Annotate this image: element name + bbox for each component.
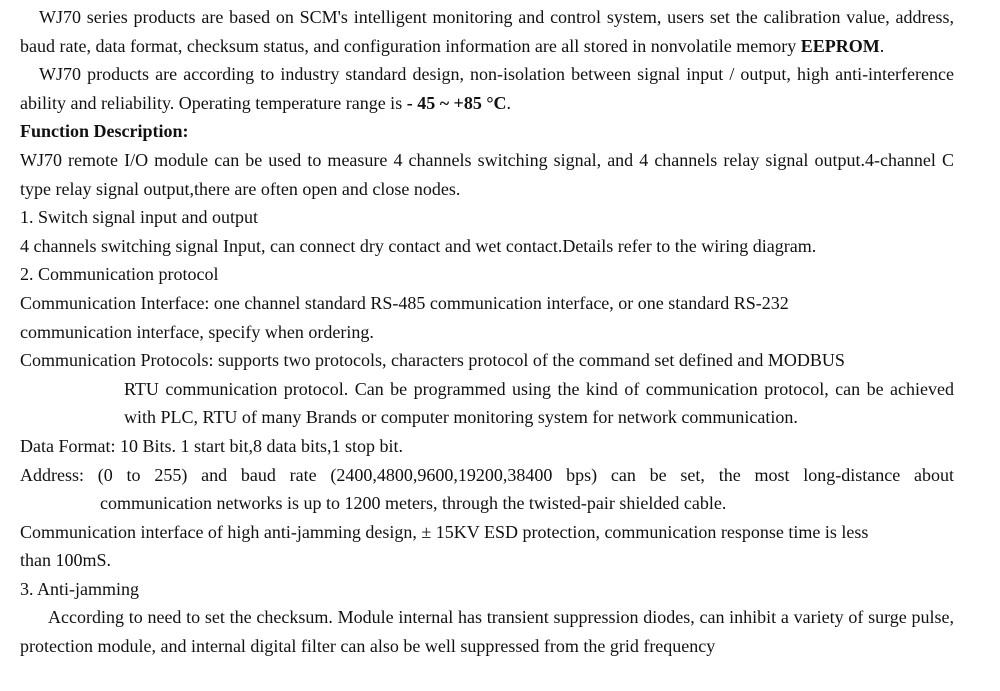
- comm-interface-line-1: Communication Interface: one channel standard RS-485 communication interface, or one standard RS-232: [20, 292, 789, 313]
- comm-interface-line-2: communication interface, specify when ordering.: [20, 321, 374, 342]
- section-1-text: 4 channels switching signal Input, can connect dry contact and wet contact.Details refer to the wiring diagram.: [20, 235, 817, 256]
- section-3-text: According to need to set the checksum. Module internal has transient suppression diodes, can inhibit a variety of surge pulse, protection module, and internal digital filter can also be well suppressed from the grid frequency: [20, 607, 954, 657]
- section-2-heading: 2. Communication protocol: [20, 264, 219, 285]
- comm-design-line-1: Communication interface of high anti-jamming design, ± 15KV ESD protection, communication response time is less: [20, 521, 869, 542]
- temperature-range: - 45 ~ +85 °C: [406, 92, 507, 113]
- function-heading: Function Description:: [20, 121, 189, 142]
- design-text: WJ70 products are according to industry standard design, non-isolation between signal input / output, high anti-interference ability and reliability. Operating temperature range is: [20, 64, 954, 113]
- section-1-heading: 1. Switch signal input and output: [20, 207, 258, 228]
- comm-design-line-2: than 100mS.: [20, 550, 112, 571]
- intro-text: WJ70 series products are based on SCM's intelligent monitoring and control system, users set the calibration value, address, baud rate, data format, checksum status, and configuration information are all stored in nonvolatile memory: [20, 7, 954, 56]
- address-line-2: communication networks is up to 1200 meters, through the twisted-pair shielded cable.: [100, 493, 727, 514]
- data-format-line: Data Format: 10 Bits. 1 start bit,8 data bits,1 stop bit.: [20, 435, 403, 456]
- intro-paragraph: [20, 3, 954, 60]
- section-3-heading: 3. Anti-jamming: [20, 578, 139, 599]
- intro-end: .: [879, 35, 885, 56]
- function-paragraph: WJ70 remote I/O module can be used to measure 4 channels switching signal, and 4 channels relay signal output.4-channel C type relay signal output,there are often open and close nodes.: [20, 149, 954, 199]
- document-body: [20, 3, 954, 661]
- comm-protocols-line-1: Communication Protocols: supports two protocols, characters protocol of the command set defined and MODBUS: [20, 350, 845, 371]
- design-end: .: [506, 92, 512, 113]
- design-paragraph: [20, 60, 954, 117]
- eeprom-term: EEPROM: [800, 35, 880, 56]
- address-line-1: Address: (0 to 255) and baud rate (2400,4800,9600,19200,38400 bps) can be set, the most long-distance about: [20, 464, 954, 485]
- comm-protocols-line-2: RTU communication protocol. Can be programmed using the kind of communication protocol, can be achieved with PLC, RTU of many Brands or computer monitoring system for network communication.: [124, 378, 954, 428]
